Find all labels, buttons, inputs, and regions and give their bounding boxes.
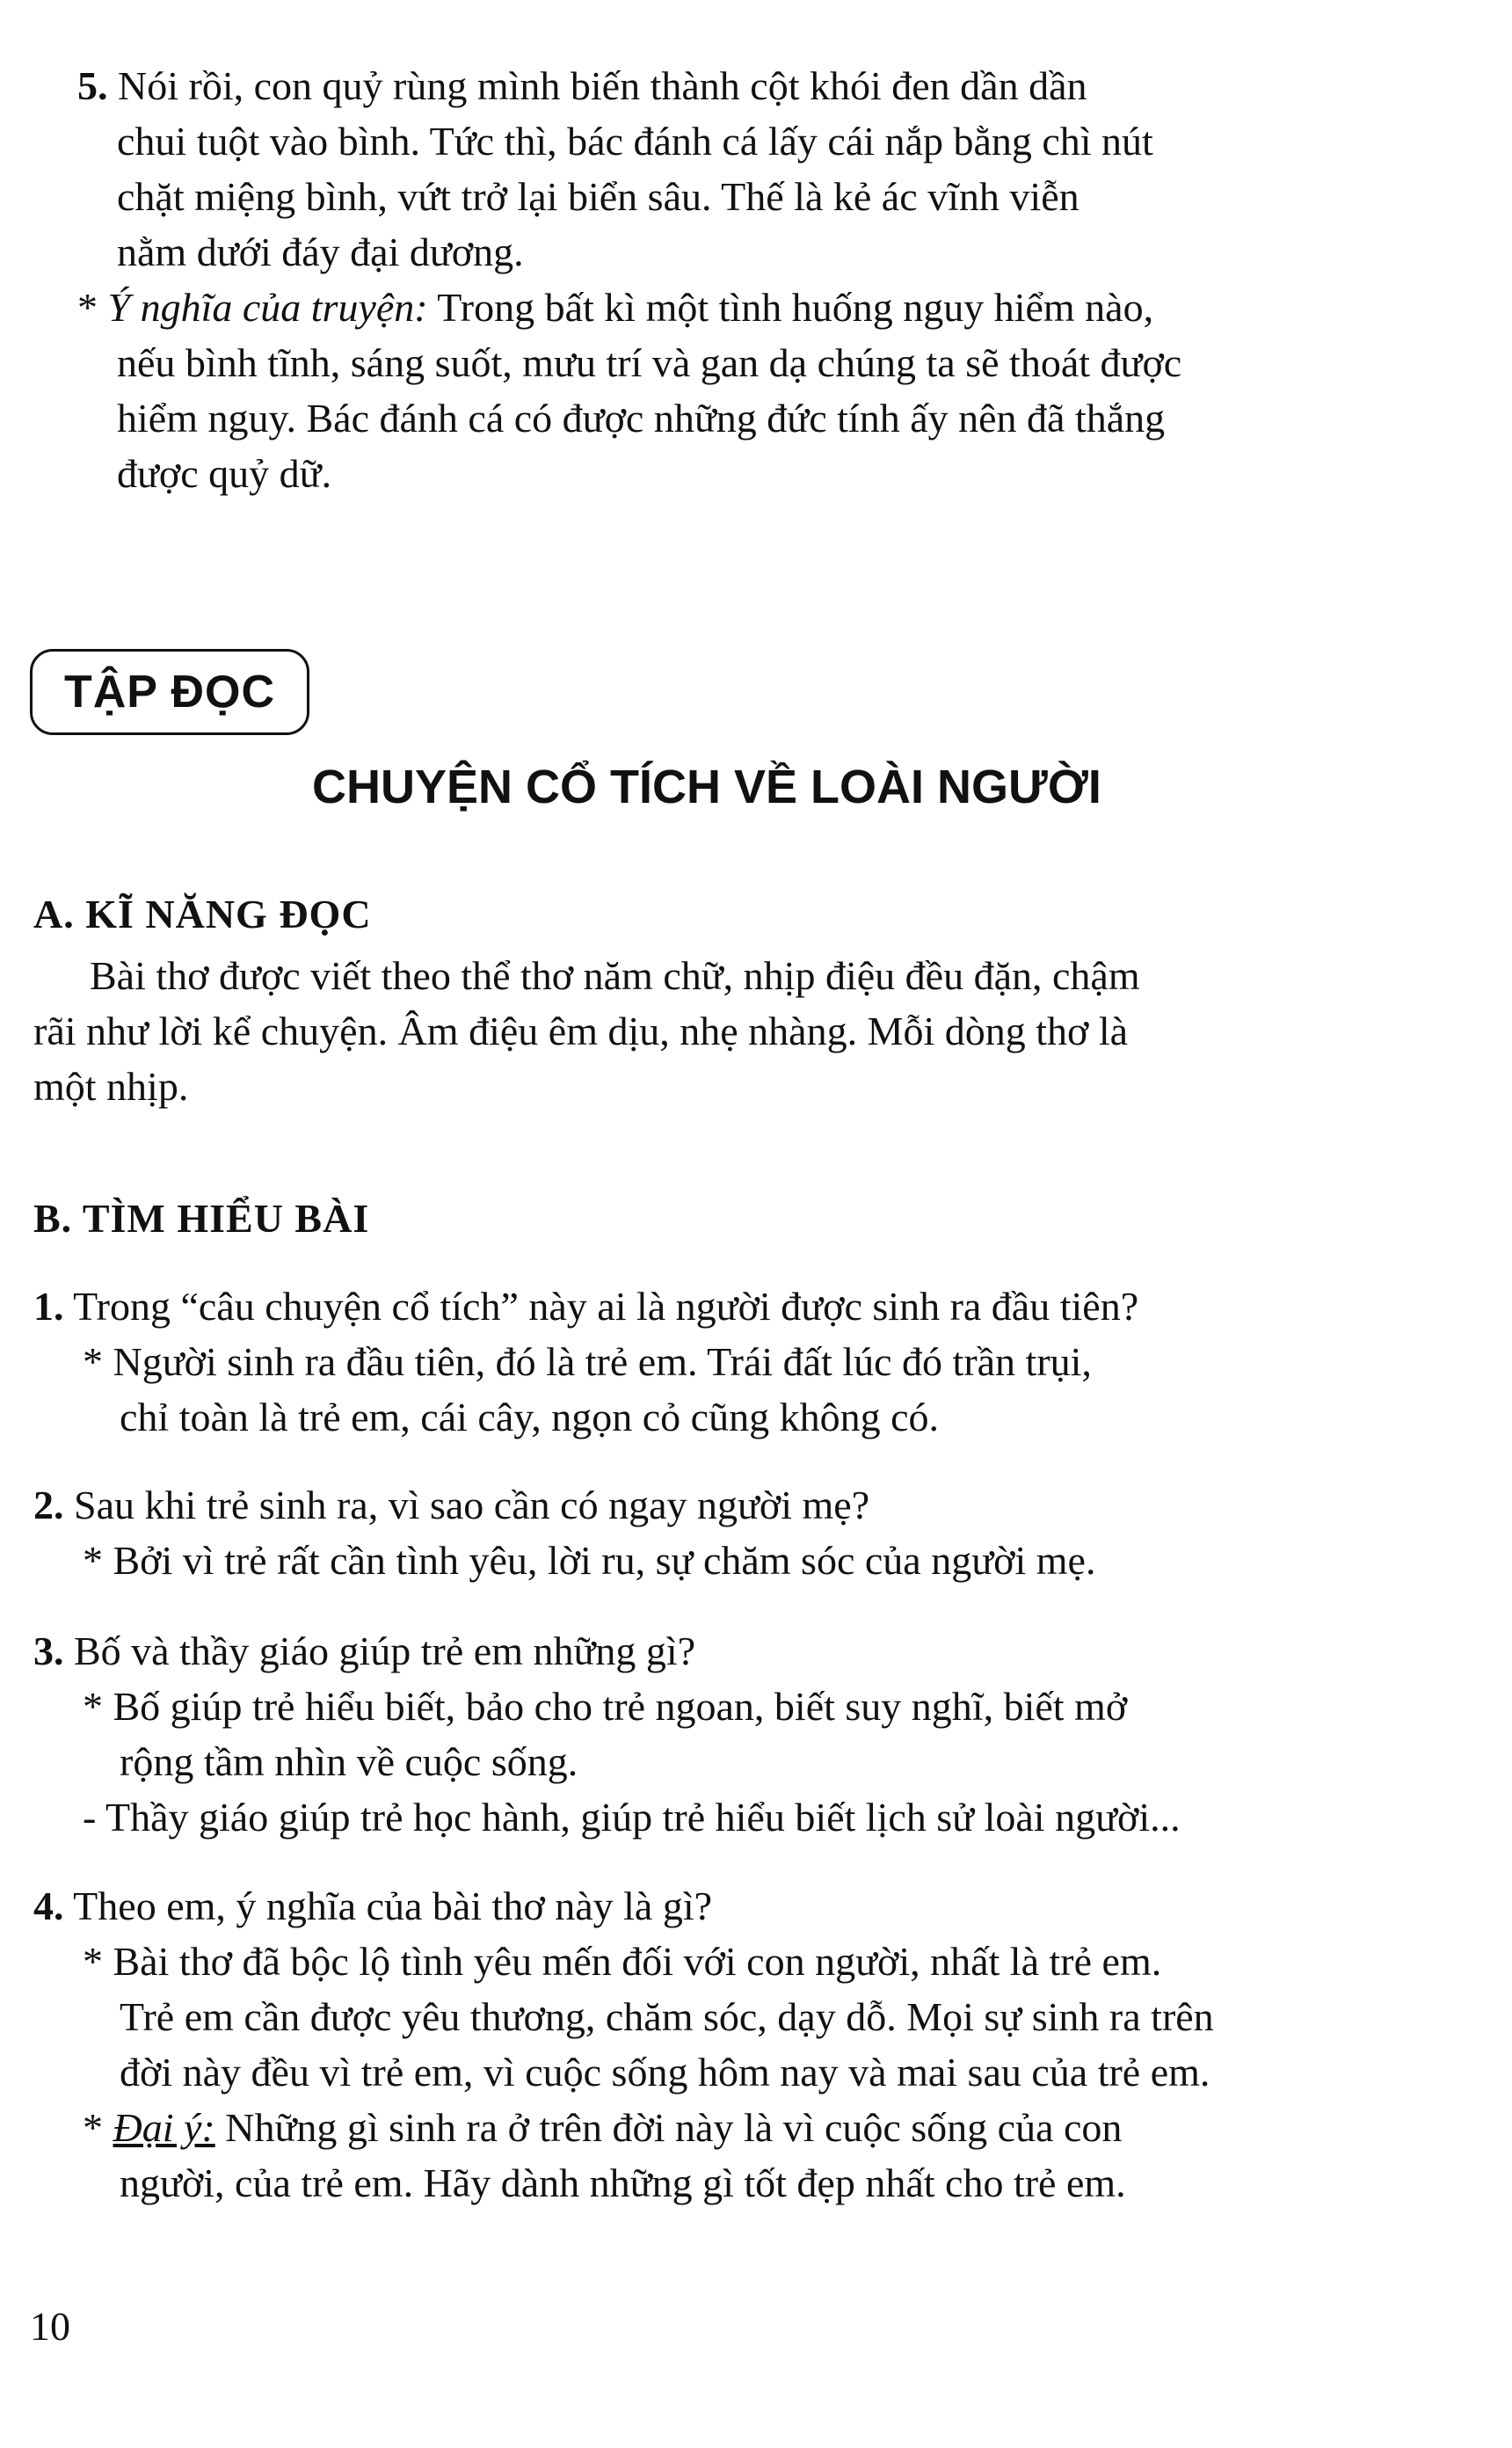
section-label-box bbox=[30, 649, 309, 735]
part-a-line: Bài thơ được viết theo thể thơ năm chữ, nhịp điệu đều đặn, chậm bbox=[90, 953, 1140, 998]
answer-line: đời này đều vì trẻ em, vì cuộc sống hôm nay và mai sau của trẻ em. bbox=[120, 2050, 1210, 2095]
meaning-line: nếu bình tĩnh, sáng suốt, mưu trí và gan dạ chúng ta sẽ thoát được bbox=[117, 340, 1182, 385]
story-meaning: * Ý nghĩa của truyện: Trong bất kì một tình huống nguy hiểm nào, nếu bình tĩnh, sáng suốt, mưu trí và gan dạ chúng ta sẽ thoát được hiểm nguy. Bác đánh cá có được những đức tính ấy nên đã thắng được quỷ dữ. bbox=[77, 280, 1181, 501]
question-4: 4. Theo em, ý nghĩa của bài thơ này là gì? * Bài thơ đã bộc lộ tình yêu mến đối với con người, nhất là trẻ em. Trẻ em cần được yêu thương, chăm sóc, dạy dỗ. Mọi sự sinh ra trên đời này đều vì trẻ em, vì cuộc sống hôm nay và mai sau của trẻ em. * Đại ý: Những gì sinh ra ở trên đời này là vì cuộc sống của con người, của trẻ em. Hãy dành những gì tốt đẹp nhất cho trẻ em. bbox=[33, 1878, 1214, 2211]
meaning-text: Trong bất kì một tình huống nguy hiểm nào, bbox=[427, 285, 1154, 330]
question-text: Trong “câu chuyện cổ tích” này ai là người được sinh ra đầu tiên? bbox=[73, 1284, 1139, 1329]
story-line: chui tuột vào bình. Tức thì, bác đánh cá lấy cái nắp bằng chì nút bbox=[117, 119, 1153, 164]
question-number: 1. bbox=[33, 1284, 64, 1329]
question-text: Sau khi trẻ sinh ra, vì sao cần có ngay người mẹ? bbox=[74, 1483, 870, 1527]
answer-line: * Bởi vì trẻ rất cần tình yêu, lời ru, sự chăm sóc của người mẹ. bbox=[83, 1538, 1096, 1583]
answer-line: * Bài thơ đã bộc lộ tình yêu mến đối với con người, nhất là trẻ em. bbox=[83, 1939, 1162, 1984]
question-number: 4. bbox=[33, 1883, 64, 1928]
meaning-label: Ý nghĩa của truyện: bbox=[107, 285, 428, 330]
story-line: nằm dưới đáy đại dương. bbox=[117, 230, 524, 274]
item-number: 5. bbox=[77, 63, 108, 108]
story-line: Nói rồi, con quỷ rùng mình biến thành cột khói đen dần dần bbox=[118, 63, 1087, 108]
answer-line: chỉ toàn là trẻ em, cái cây, ngọn cỏ cũng không có. bbox=[120, 1395, 940, 1439]
page-number: 10 bbox=[30, 2304, 70, 2349]
question-number: 2. bbox=[33, 1483, 64, 1527]
answer-line: - Thầy giáo giúp trẻ học hành, giúp trẻ hiểu biết lịch sử loài người... bbox=[83, 1795, 1181, 1840]
lesson-title: CHUYỆN CỔ TÍCH VỀ LOÀI NGƯỜI bbox=[312, 761, 1101, 813]
main-idea-text: Những gì sinh ra ở trên đời này là vì cuộc sống của con bbox=[214, 2105, 1123, 2150]
answer-line: * Bố giúp trẻ hiểu biết, bảo cho trẻ ngoan, biết suy nghĩ, biết mở bbox=[83, 1684, 1128, 1729]
story-line: chặt miệng bình, vứt trở lại biển sâu. Thế là kẻ ác vĩnh viễn bbox=[117, 174, 1079, 219]
question-text: Bố và thầy giáo giúp trẻ em những gì? bbox=[74, 1628, 696, 1673]
answer-line: rộng tầm nhìn về cuộc sống. bbox=[120, 1739, 578, 1784]
question-3 bbox=[33, 1623, 1181, 1845]
part-a-body bbox=[33, 948, 1140, 1114]
meaning-line: được quỷ dữ. bbox=[117, 451, 332, 496]
story-item-5 bbox=[77, 58, 1153, 280]
main-idea-line: người, của trẻ em. Hãy dành những gì tốt đẹp nhất cho trẻ em. bbox=[120, 2160, 1126, 2205]
question-2 bbox=[33, 1477, 1095, 1588]
meaning-line: hiểm nguy. Bác đánh cá có được những đức tính ấy nên đã thắng bbox=[117, 396, 1166, 441]
part-a-line: rãi như lời kể chuyện. Âm điệu êm dịu, nhẹ nhàng. Mỗi dòng thơ là bbox=[33, 1009, 1129, 1053]
answer-line: * Người sinh ra đầu tiên, đó là trẻ em. Trái đất lúc đó trần trụi, bbox=[83, 1339, 1092, 1384]
question-number: 3. bbox=[33, 1628, 64, 1673]
part-a-heading: A. KĨ NĂNG ĐỌC bbox=[33, 892, 372, 936]
part-b-heading: B. TÌM HIỂU BÀI bbox=[33, 1196, 370, 1241]
question-text: Theo em, ý nghĩa của bài thơ này là gì? bbox=[73, 1883, 713, 1928]
section-label: TẬP ĐỌC bbox=[63, 667, 276, 718]
answer-line: Trẻ em cần được yêu thương, chăm sóc, dạy dỗ. Mọi sự sinh ra trên bbox=[120, 1994, 1214, 2039]
main-idea-label: Đại ý: bbox=[113, 2105, 215, 2150]
part-a-line: một nhịp. bbox=[33, 1064, 189, 1109]
question-1 bbox=[33, 1279, 1138, 1445]
